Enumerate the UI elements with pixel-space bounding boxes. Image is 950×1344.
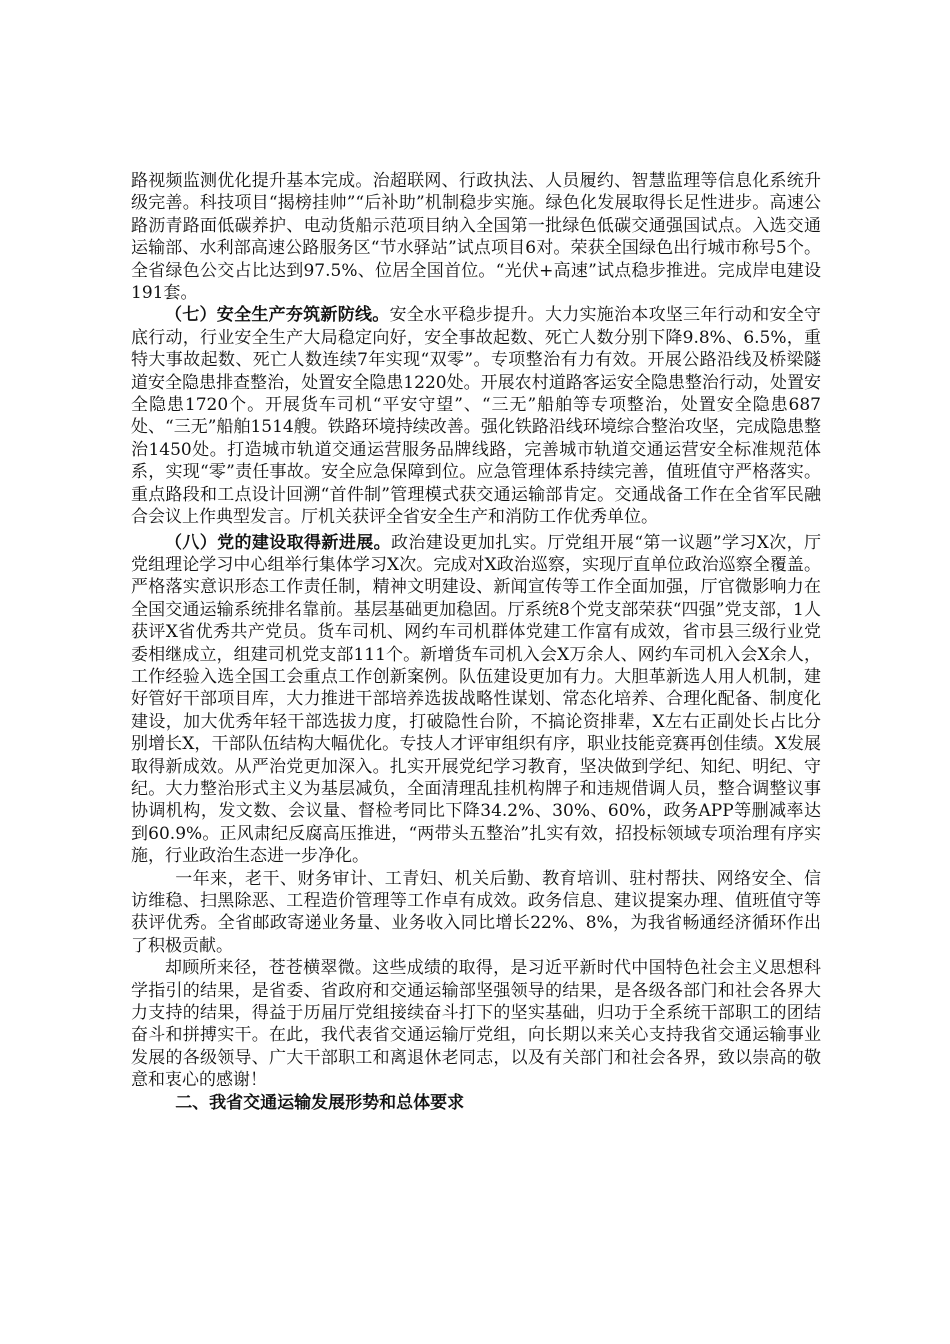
paragraph-text: 一年来，老干、财务审计、工青妇、机关后勤、教育培训、驻村帮扶、网络安全、信访维稳、扫黑除恶、工程造价管理等工作卓有成效。政务信息、建议提案办理、值班值守等获评优秀。全省邮政寄递业务量、业务收入同比增长22%、8%，为我省畅通经济循环作出了积极贡献。 bbox=[131, 868, 821, 956]
paragraph-acknowledgement bbox=[131, 957, 821, 1091]
paragraph-text: 政治建设更加扎实。厅党组开展“第一议题”学习X次，厅党组理论学习中心组举行集体学习X次。完成对X政治巡察，实现厅直单位政治巡察全覆盖。严格落实意识形态工作责任制，精神文明建设、新闻宣传等工作全面加强，厅官微影响力在全国交通运输系统排名靠前。基层基础更加稳固。厅系统8个党支部荣获“四强”党支部，1人获评X省优秀共产党员。货车司机、网约车司机群体党建工作富有成效，省市县三级行业党委相继成立，组建司机党支部111个。新增货车司机入会X万余人、网约车司机入会X余人，工作经验入选全国工会重点工作创新案例。队伍建设更加有力。大胆革新选人用人机制，建好管好干部项目库，大力推进干部培养选拔战略性谋划、常态化培养、合理化配备、制度化建设，加大优秀年轻干部选拔力度，打破隐性台阶，不搞论资排辈，X左右正副处长占比分别增长X，干部队伍结构大幅优化。专技人才评审组织有序，职业技能竞赛再创佳绩。X发展取得新成效。从严治党更加深入。扎实开展党纪学习教育，坚决做到学纪、知纪、明纪、守纪。大力整治形式主义为基层减负，全面清理乱挂机构牌子和违规借调人员，整合调整议事协调机构，发文数、会议量、督检考同比下降34.2%、30%、60%，政务APP等删减率达到60.9%。正风肃纪反腐高压推进，“两带头五整治”扎实有效，招投标领域专项治理有序实施，行业政治生态进一步净化。 bbox=[131, 532, 822, 867]
paragraph-year-summary bbox=[131, 868, 821, 958]
paragraph-text: 安全水平稳步提升。大力实施治本攻坚三年行动和安全守底行动，行业安全生产大局稳定向好，安全事故起数、死亡人数分别下降9.8%、6.5%，重特大事故起数、死亡人数连续7年实现“双零”。专项整治有力有效。开展公路沿线及桥梁隧道安全隐患排查整治，处置安全隐患1220处。开展农村道路客运安全隐患整治行动，处置安全隐患1720个。开展货车司机“平安守望”、“三无”船舶等专项整治，处置安全隐患687处、“三无”船舶1514艘。铁路环境持续改善。强化铁路沿线环境综合整治攻坚，完成隐患整治1450处。打造城市轨道交通运营服务品牌线路，完善城市轨道交通运营安全标准规范体系，实现“零”责任事故。安全应急保障到位。应急管理体系持续完善，值班值守严格落实。重点路段和工点设计回溯“首件制”管理模式获交通运输部肯定。交通战备工作在全省军民融合会议上作典型发言。厅机关获评全省安全生产和消防工作优秀单位。 bbox=[131, 305, 822, 528]
paragraph-party-building bbox=[131, 532, 821, 868]
paragraph-lead-heading: （七）安全生产夯筑新防线。 bbox=[165, 305, 390, 326]
document-body bbox=[131, 170, 821, 1114]
paragraph-safety-production bbox=[131, 304, 821, 528]
paragraph-text: 却顾所来径，苍苍横翠微。这些成绩的取得，是习近平新时代中国特色社会主义思想科学指引的结果，是省委、省政府和交通运输部坚强领导的结果，是各级各部门和社会各界大力支持的结果，得益于历届厅党组接续奋斗打下的坚实基础，归功于全系统干部职工的团结奋斗和拼搏实干。在此，我代表省交通运输厅党组，向长期以来关心支持我省交通运输事业发展的各级领导、广大干部职工和离退休老同志，以及有关部门和社会各界，致以崇高的敬意和衷心的感谢！ bbox=[131, 958, 821, 1091]
paragraph-green-development bbox=[131, 170, 821, 304]
paragraph-text: 路视频监测优化提升基本完成。治超联网、行政执法、人员履约、智慧监理等信息化系统升级完善。科技项目“揭榜挂帅”“后补助”机制稳步实施。绿色化发展取得长足性进步。高速公路沥青路面低碳养护、电动货船示范项目纳入全国第一批绿色低碳交通强国试点。入选交通运输部、水利部高速公路服务区“节水驿站”试点项目6对。荣获全国绿色出行城市称号5个。全省绿色公交占比达到97.5%、位居全国首位。“光伏+高速”试点稳步推进。完成岸电建设191套。 bbox=[131, 171, 821, 304]
paragraph-lead-heading: （八）党的建设取得新进展。 bbox=[165, 532, 391, 553]
section-heading: 二、我省交通运输发展形势和总体要求 bbox=[175, 1092, 465, 1113]
